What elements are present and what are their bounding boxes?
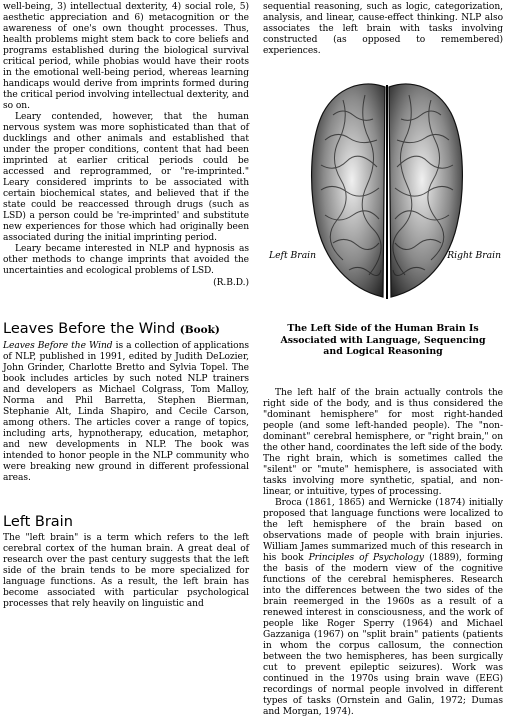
paragraph: well-being, 3) intellectual dexterity, 4) social role, 5) aesthetic appreciation and 6) metacognition or the awareness of one's own thought processes. Thus, health problems might stem back to core beliefs and programs established during the biological survival critical period, while phobias would have their roots in the emotional well-being period, whereas learning handicaps would derive from imprints formed during the critical period involving intellectual dexterity, and so on.	[3, 2, 249, 111]
paragraph	[263, 498, 503, 718]
section-heading-left-brain: Left Brain	[3, 514, 73, 530]
paragraph: Leary became interested in NLP and hypnosis as other methods to change imprints that avoided the uncertainties and ecological problems of LSD.	[3, 244, 249, 276]
paragraph-text: is a collection of applications of NLP, published in 1991, edited by Judith DeLozier, John Grinder, Charlotte Bretto and Sylvia Topel. The book includes articles by such noted NLP trainers and developers as Michael Colgrass, Tom Malloy, Norma and Phil Barretta, Stephen Bierman, Stephanie Alt, Linda Shapiro, and Cecile Carson, among others. The articles cover a range of topics, including arts, hypnotherapy, education, metaphor, and new developments in NLP. The book was intended to honor people in the NLP community who were breaking new ground in different professional areas.	[3, 341, 250, 483]
section-heading-leaves-before-the-wind	[3, 321, 249, 339]
paragraph-text: (1889), forming the basis of the modern view of the cognitive functions of the cerebral hemispheres. Research into the differences between the two sides of the brain reemerged in the 1960s as a result of a renewed interest in consciousness, and the work of people like Roger Sperry (1964) and Michael Gazzaniga (1967) on "split brain" patients (patients in whom the corpus callosum, the connection between the two hemispheres, has been surgically cut to prevent epileptic seizures). Work was continued in the 1970s using brain wave (EEG) recordings of normal people involved in different types of tasks (Ornstein and Galin, 1972; Dumas and Morgan, 1974).	[263, 552, 504, 717]
paragraph: The left half of the brain actually controls the right side of the body, and is thus considered the "dominant hemisphere" for most right-handed people (and some left-handed people). The "non-dominant" cerebral hemisphere, or "right brain," on the other hand, coordinates the left side of the body. The right brain, which is sometimes called the "silent" or "mute" hemisphere, is associated with tasks involving more synthetic, spatial, and non-linear, or intuitive, types of processing.	[263, 387, 503, 497]
section-title: Leaves Before the Wind	[3, 321, 176, 337]
figure-label-left-brain: Left Brain	[269, 250, 317, 261]
section-tag: (Book)	[179, 324, 220, 336]
figure-caption: The Left Side of the Human Brain Is Associated with Language, Sequencing and Logical Reasoning	[280, 323, 486, 357]
left-column	[3, 2, 249, 610]
author-signature: (R.B.D.)	[213, 278, 249, 288]
book-title: Principles of Psychology	[308, 552, 424, 563]
book-title: Leaves Before the Wind	[3, 341, 113, 351]
paragraph-text: Broca (1861, 1865) and Wernicke (1874) initially proposed that language functions were localized to the left hemisphere of the brain based on observations made of people with brain injuries. William James summarized much of this research in his book	[263, 497, 503, 563]
paragraph: The "left brain" is a term which refers to the left cerebral cortex of the human brain. A great deal of research over the past century suggests that the left side of the brain tends to be more specialized for language functions. As a result, the left brain has become associated with particular psychological processes that rely heavily on linguistic and	[3, 533, 249, 609]
left-hemisphere	[312, 84, 385, 297]
figure-label-right-brain: Right Brain	[447, 250, 501, 261]
right-column	[263, 2, 503, 718]
paragraph: Leary contended, however, that the human nervous system was more sophisticated than that of ducklings and other animals and established that under the proper conditions, content that had been imprinted at earlier critical periods could be accessed and reprogrammed, or "re-imprinted." Leary considered imprints to be associated with certain biochemical states, and believed that if the state could be reaccessed through drugs (such as LSD) a person could be 're-imprinted' and substitute new experiences for those which had originally been associated during the initial imprinting period.	[3, 112, 249, 243]
right-hemisphere	[389, 84, 462, 297]
paragraph: sequential reasoning, such as logic, categorization, analysis, and linear, cause-effect thinking. NLP also associates the left brain with tasks involving constructed (as opposed to remembered) experiences.	[263, 2, 503, 56]
brain-figure	[263, 65, 503, 317]
brain-illustration	[303, 65, 471, 305]
paragraph	[3, 341, 249, 484]
